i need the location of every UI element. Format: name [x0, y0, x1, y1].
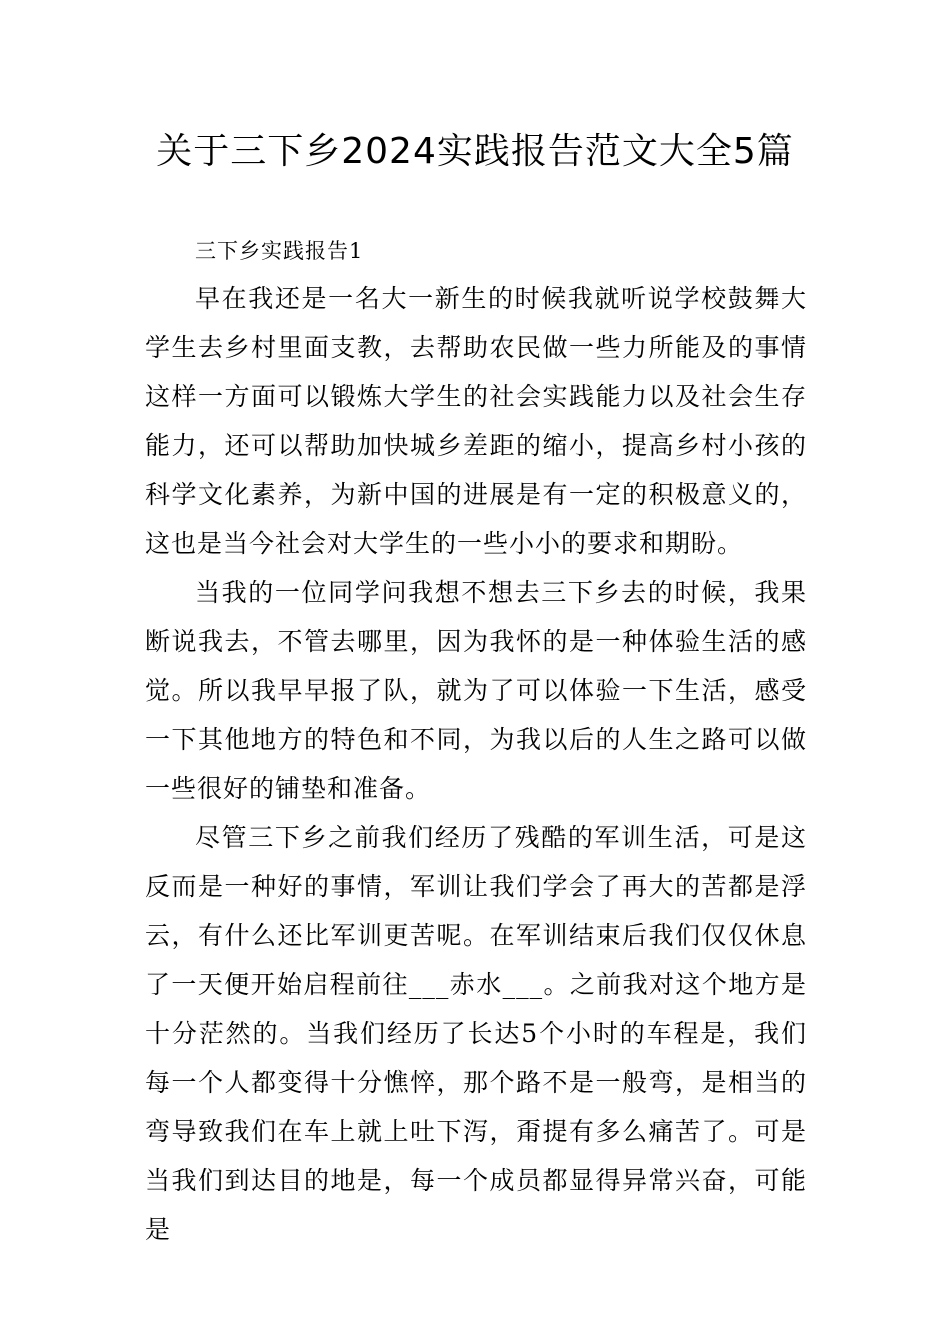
- section-heading: 三下乡实践报告1: [195, 239, 364, 263]
- paragraph-2: 当我的一位同学问我想不想去三下乡去的时候，我果断说我去，不管去哪里，因为我怀的是一种体验生活的感觉。所以我早早报了队，就为了可以体验一下生活，感受一下其他地方的特色和不同，为我以后的人生之路可以做一些很好的铺垫和准备。: [145, 578, 807, 803]
- paragraph-1: 早在我还是一名大一新生的时候我就听说学校鼓舞大学生去乡村里面支教，去帮助农民做一些力所能及的事情这样一方面可以锻炼大学生的社会实践能力以及社会生存能力，还可以帮助加快城乡差距的缩小，提高乡村小孩的科学文化素养，为新中国的进展是有一定的积极意义的，这也是当今社会对大学生的一些小小的要求和期盼。: [145, 284, 807, 558]
- paragraph-3: 尽管三下乡之前我们经历了残酷的军训生活，可是这反而是一种好的事情，军训让我们学会了再大的苦都是浮云，有什么还比军训更苦呢。在军训结束后我们仅仅休息了一天便开始启程前往___赤水___。之前我对这个地方是十分茫然的。当我们经历了长达5个小时的车程是，我们每一个人都变得十分憔悴，那个路不是一般弯，是相当的弯导致我们在车上就上吐下泻，甭提有多么痛苦了。可是当我们到达目的地是，每一个成员都显得异常兴奋，可能是: [145, 823, 807, 1244]
- document-title: 关于三下乡2024实践报告范文大全5篇: [156, 131, 794, 172]
- document-body: [145, 228, 807, 1254]
